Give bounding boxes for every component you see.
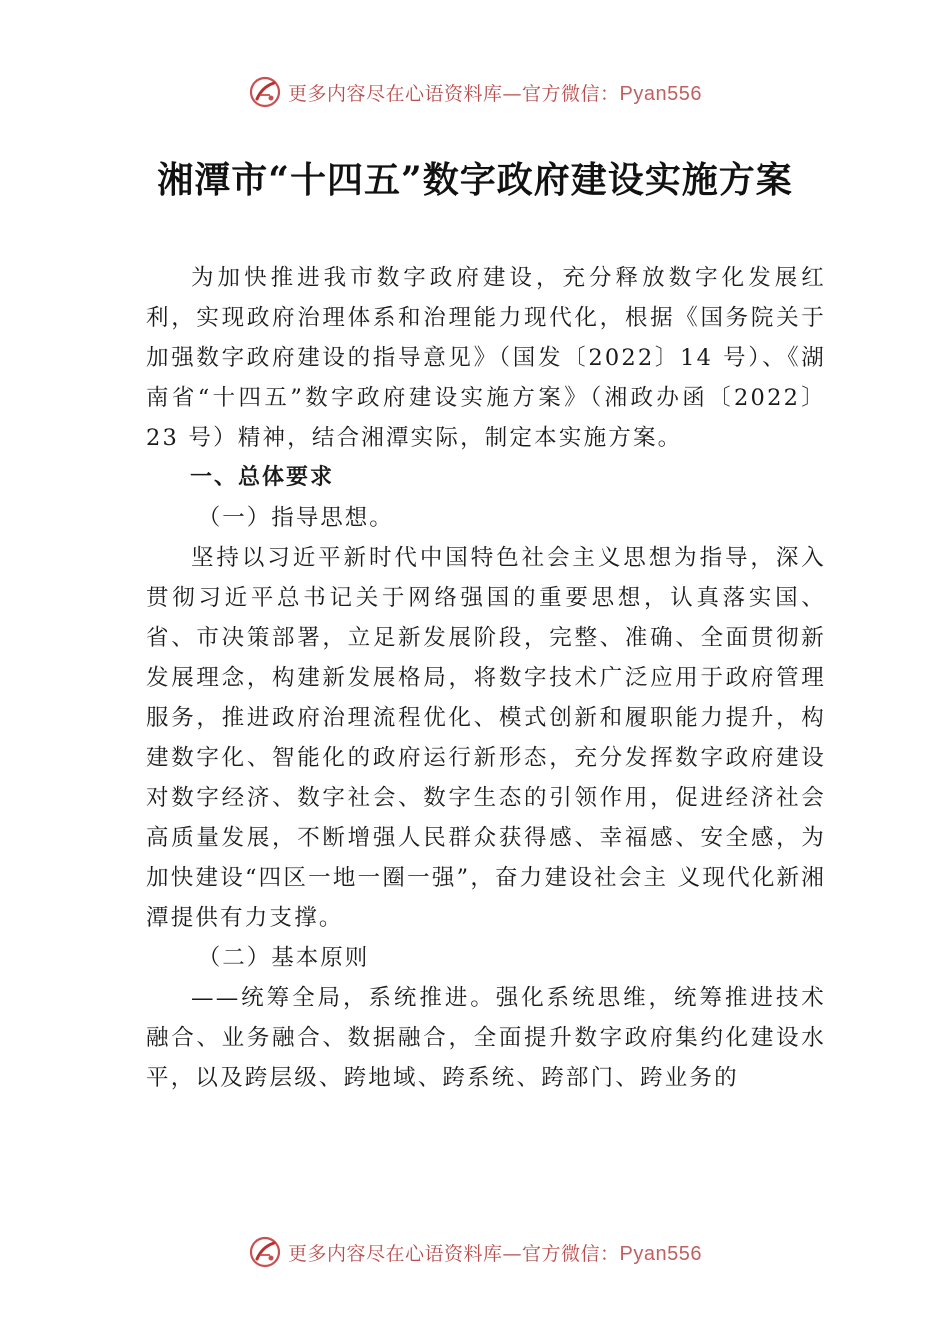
intro-paragraph: 为加快推进我市数字政府建设，充分释放数字化发展红利，实现政府治理体系和治理能力现代化，根据《国务院关于加强数字政府建设的指导意见》（国发〔2022〕14 号）、《湖南省“十四五”数字政府建设实施方案》（湘政办函〔2022〕23 号）精神，结合湘潭实际，制定本实施方案。	[146, 265, 826, 451]
basic-principles-paragraph: ——统筹全局，系统推进。强化系统思维，统筹推进技术融合、业务融合、数据融合，全面提升数字政府集约化建设水平，以及跨层级、跨地域、跨系统、跨部门、跨业务的	[146, 985, 826, 1091]
document-title: 湘潭市“十四五”数字政府建设实施方案	[157, 159, 793, 201]
subsection-heading-basic-principles: （二）基本原则	[197, 945, 370, 971]
watermark-logo-icon	[248, 75, 282, 109]
document-body	[146, 258, 826, 1098]
watermark-footer	[0, 1232, 950, 1272]
guiding-thought-paragraph: 坚持以习近平新时代中国特色社会主义思想为指导，深入贯彻习近平总书记关于网络强国的重要思想，认真落实国、省、市决策部署，立足新发展阶段，完整、准确、全面贯彻新发展理念，构建新发展格局，将数字技术广泛应用于政府管理服务，推进政府治理流程优化、模式创新和履职能力提升，构建数字化、智能化的政府运行新形态，充分发挥数字政府建设对数字经济、数字社会、数字生态的引领作用，促进经济社会高质量发展，不断增强人民群众获得感、幸福感、安全感，为加快建设“四区一地一圈一强”，奋力建设社会主 义现代化新湘潭提供有力支撑。	[146, 545, 826, 931]
watermark-label: 更多内容尽在心语资料库—官方微信：	[288, 82, 620, 105]
subsection-heading-guiding-thought: （一）指导思想。	[197, 505, 394, 531]
watermark-text	[288, 1239, 702, 1266]
watermark-text	[288, 79, 702, 106]
section-heading: 一、总体要求	[190, 465, 335, 490]
watermark-logo-icon	[248, 1235, 282, 1269]
watermark-label: 更多内容尽在心语资料库—官方微信：	[288, 1242, 620, 1265]
watermark-handle: Pyan556	[619, 1242, 702, 1265]
watermark-header	[0, 72, 950, 112]
watermark-handle: Pyan556	[619, 82, 702, 105]
